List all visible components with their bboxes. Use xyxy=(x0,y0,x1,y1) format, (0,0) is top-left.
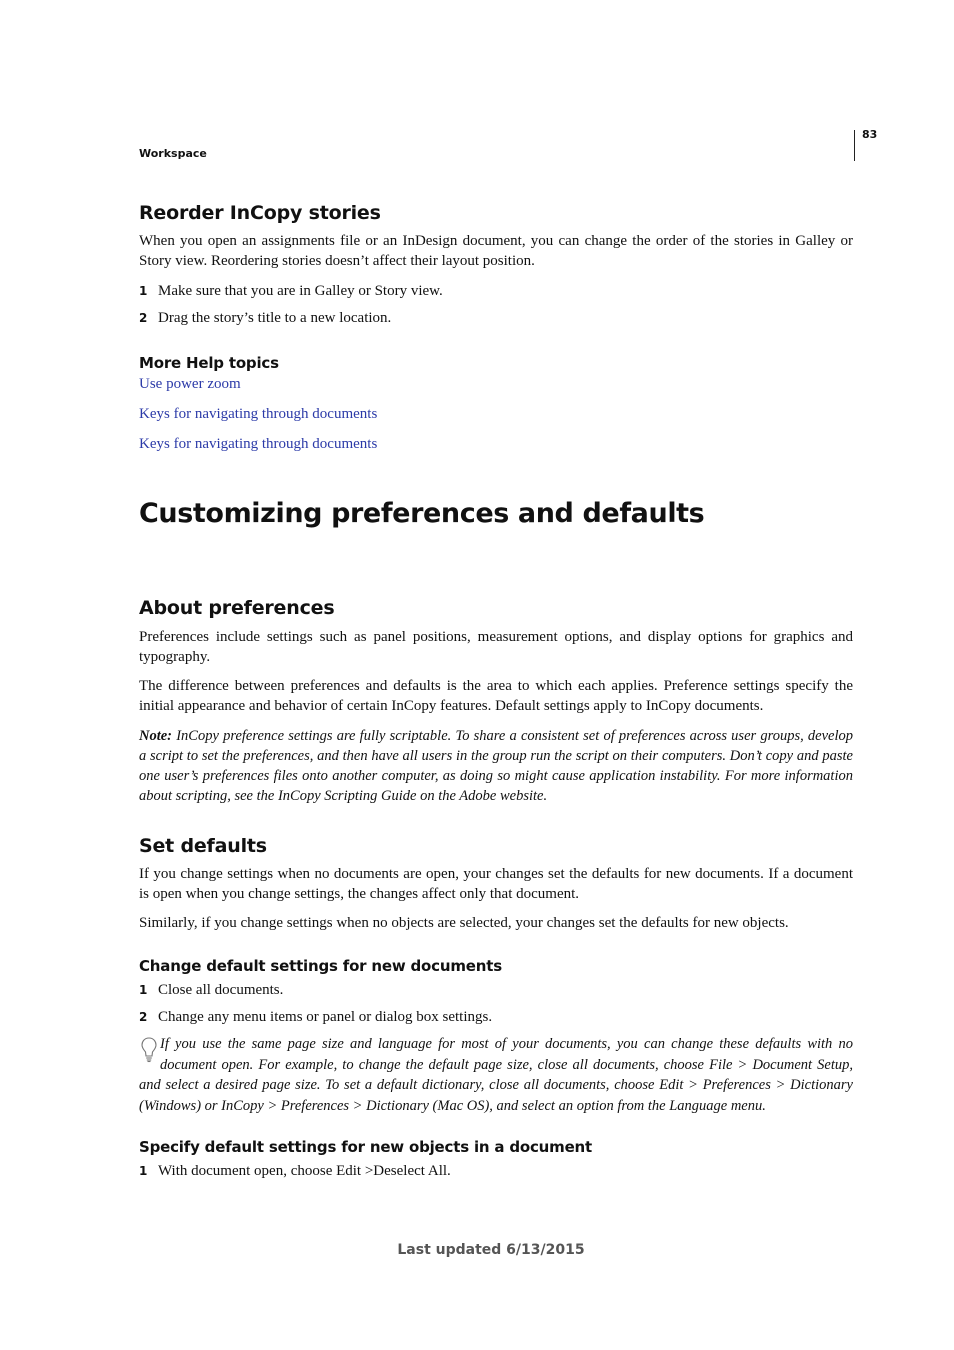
tip-text: If you use the same page size and language for most of your documents, you can change these defaults with no document open. For example, to change the default page size, close all documents, choose File > Document Setup, and select a desired page size. To set a default dictionary, close all documents, choose Edit > Preferences > Dictionary (Windows) or InCopy > Preferences > Dictionary (Mac OS), and select an option from the Language menu. xyxy=(139,1036,853,1114)
note xyxy=(139,726,853,806)
heading-set-defaults: Set defaults xyxy=(139,835,267,857)
step-text: Drag the story’s title to a new location. xyxy=(158,310,392,326)
lightbulb-icon xyxy=(139,1034,159,1064)
section-label: Workspace xyxy=(139,147,207,160)
defaults-paragraph-2: Similarly, if you change settings when no objects are selected, your changes set the defaults for new objects. xyxy=(139,915,789,931)
step-number: 2 xyxy=(139,1010,148,1024)
footer-last-updated: Last updated 6/13/2015 xyxy=(397,1242,585,1258)
heading-about-preferences: About preferences xyxy=(139,597,335,619)
about-paragraph-1: Preferences include settings such as panel positions, measurement options, and display options for graphics and typography. xyxy=(139,629,853,665)
note-text: InCopy preference settings are fully scriptable. To share a consistent set of preferences across user groups, develop a script to set the preferences, and then have all users in the group run the script on their computers. Don’t copy and paste one user’s preferences files onto another computer, as doing so might cause application instability. For more information about scripting, see the InCopy Scripting Guide on the Adobe website. xyxy=(139,728,853,804)
step-number: 2 xyxy=(139,311,148,325)
list-item xyxy=(139,308,391,328)
list-item xyxy=(139,1161,451,1181)
heading-new-objects: Specify default settings for new objects in a document xyxy=(139,1138,592,1156)
step-text: Make sure that you are in Galley or Story view. xyxy=(158,283,443,299)
step-text: With document open, choose Edit >Deselect All. xyxy=(158,1163,451,1179)
heading-new-documents: Change default settings for new documents xyxy=(139,957,502,975)
step-text: Close all documents. xyxy=(158,982,284,998)
list-item xyxy=(139,980,283,1000)
heading-reorder: Reorder InCopy stories xyxy=(139,202,381,224)
link-keys-navigating-2[interactable]: Keys for navigating through documents xyxy=(139,436,378,452)
list-item xyxy=(139,1007,492,1027)
reorder-intro: When you open an assignments file or an InDesign document, you can change the order of the stories in Galley or Story view. Reordering stories doesn’t affect their layout position. xyxy=(139,233,853,269)
chapter-title: Customizing preferences and defaults xyxy=(139,498,705,529)
page-number: 83 xyxy=(862,128,878,141)
tip xyxy=(139,1034,853,1116)
about-paragraph-2: The difference between preferences and defaults is the area to which each applies. Preference settings specify the initial appearance and behavior of certain InCopy features. Default settings apply to InCopy documents. xyxy=(139,678,853,714)
defaults-paragraph-1: If you change settings when no documents are open, your changes set the defaults for new documents. If a document is open when you change settings, the changes affect only that document. xyxy=(139,866,853,902)
list-item xyxy=(139,281,443,301)
note-label: Note: xyxy=(139,728,173,744)
step-number: 1 xyxy=(139,284,148,298)
header-rule xyxy=(854,130,855,161)
heading-more-help: More Help topics xyxy=(139,354,279,372)
link-keys-navigating-1[interactable]: Keys for navigating through documents xyxy=(139,406,378,422)
step-number: 1 xyxy=(139,983,148,997)
step-number: 1 xyxy=(139,1164,148,1178)
step-text: Change any menu items or panel or dialog box settings. xyxy=(158,1009,493,1025)
link-use-power-zoom[interactable]: Use power zoom xyxy=(139,376,241,392)
